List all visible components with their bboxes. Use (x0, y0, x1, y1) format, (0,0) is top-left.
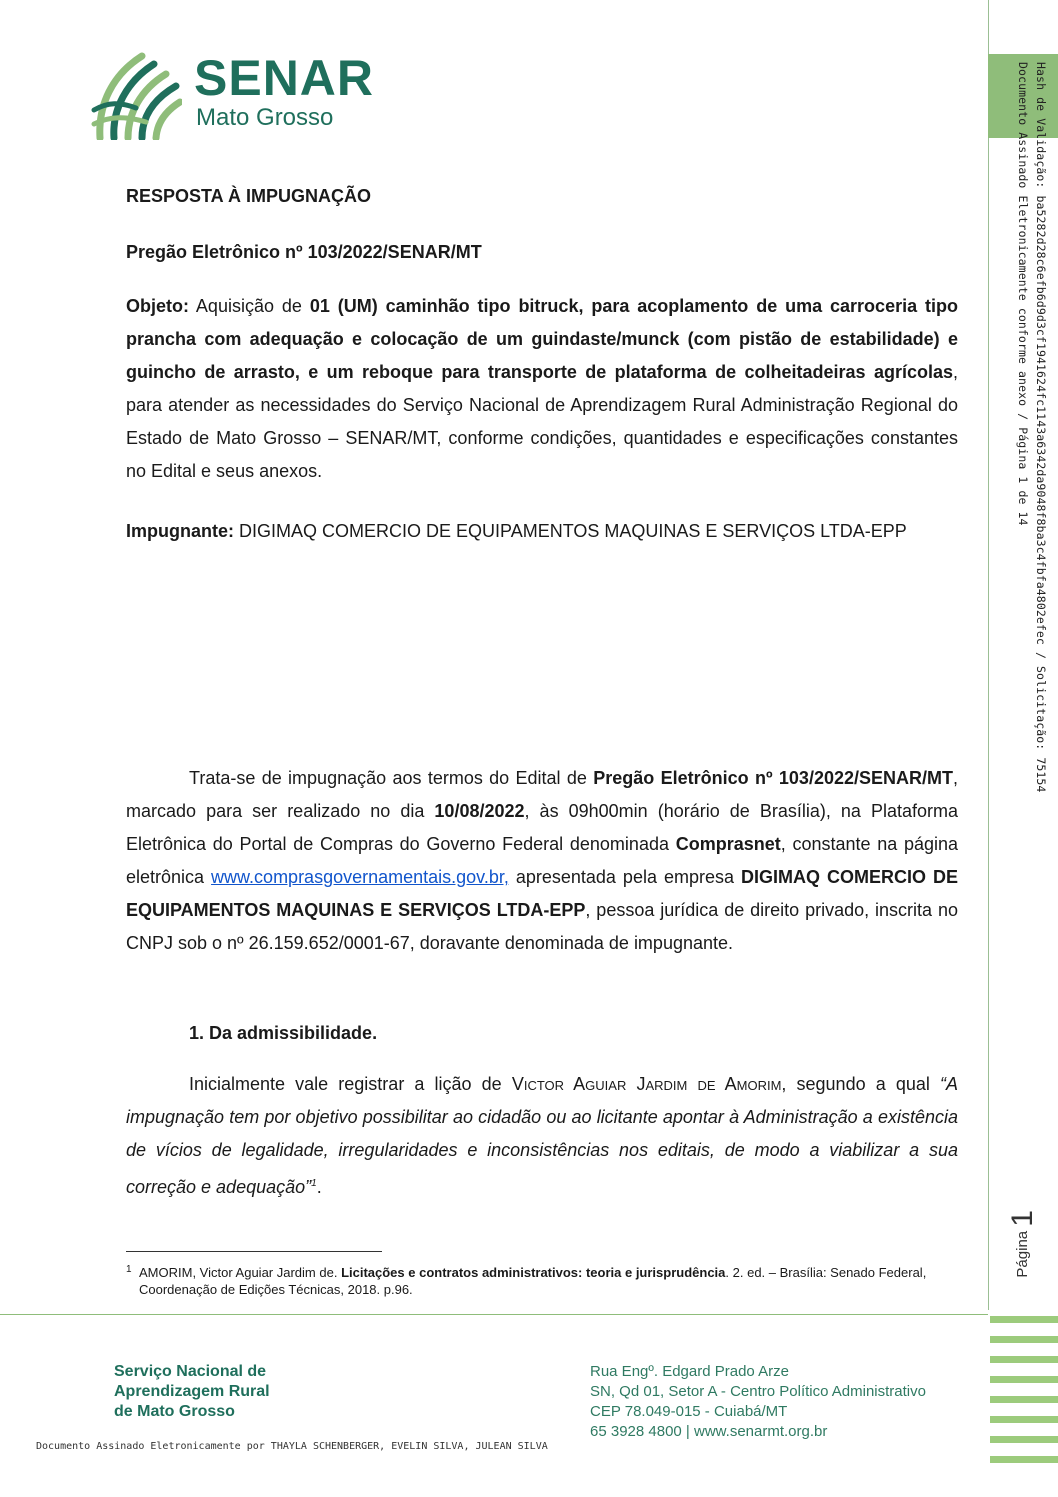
footnote (126, 1264, 958, 1298)
footer-org-line: Aprendizagem Rural (114, 1383, 270, 1400)
footer-org-line: de Mato Grosso (114, 1403, 235, 1420)
footnote-text (139, 1264, 958, 1298)
stripe (990, 1316, 1058, 1323)
p1-comprasnet: Comprasnet (675, 834, 781, 854)
p1-date: 10/08/2022 (434, 801, 525, 821)
stripe (990, 1416, 1058, 1423)
p2-end: . (316, 1177, 322, 1197)
footnote-author: AMORIM, Victor Aguiar Jardim de. (139, 1265, 338, 1280)
logo-subtitle: Mato Grosso (196, 104, 334, 131)
impugnante-value: DIGIMAQ COMERCIO DE EQUIPAMENTOS MAQUINAS E SERVIÇOS LTDA-EPP (239, 521, 907, 541)
impugnante-paragraph (126, 515, 958, 548)
stripe (990, 1356, 1058, 1363)
comprasgov-link[interactable]: www.comprasgovernamentais.gov.br, (211, 867, 509, 887)
footer-address-line: Rua Engº. Edgard Prado Arze (590, 1363, 789, 1380)
p1-text-a: Trata-se de impugnação aos termos do Edital de (189, 768, 587, 788)
p1-text-e: , às 09h00min (horário de Brasília), na Plataforma Eletrônica do Portal de Compras do Governo Federal denominada (126, 801, 958, 854)
validation-hash: Hash de Validação: ba5282d28c6efb6d9d3cf1941624fc1143a6342da9048f8ba3c4fbfa4802efec / Solicitação: 75154 (1034, 62, 1048, 793)
objeto-bold: 01 (UM) caminhão tipo bitruck, para acoplamento de uma carroceria tipo prancha com adequação e colocação de um guindaste/munck (com pistão de estabilidade) e guincho de arrasto, e um reboque para transporte de plataforma de colheitadeiras agrícolas (126, 296, 958, 382)
p2-text-a: Inicialmente vale registrar a lição de (189, 1074, 502, 1094)
stripe (990, 1336, 1058, 1343)
p1-pregao: Pregão Eletrônico nº 103/2022/SENAR/MT (593, 768, 953, 788)
senar-logo (90, 50, 380, 140)
objeto-pre: Aquisição de (195, 296, 302, 316)
decorative-stripes (990, 1316, 1058, 1476)
footnote-mark: 1 (126, 1264, 132, 1275)
p2-text-b: , segundo a qual (781, 1074, 930, 1094)
stripe (990, 1436, 1058, 1443)
section-admissibilidade: 1. Da admissibilidade. (189, 1023, 378, 1043)
p2-quote: “A impugnação tem por objetivo possibilitar ao cidadão ou ao licitante apontar à Administração a existência de vícios de legalidade, irregularidades e inconsistências nos editais, de modo a viabilizar a sua correção e adequação” (126, 1074, 958, 1197)
page-indicator (1006, 1210, 1040, 1278)
p1-text-h: apresentada pela empresa (515, 867, 734, 887)
pregao-heading: Pregão Eletrônico nº 103/2022/SENAR/MT (126, 242, 482, 262)
page-number: 1 (1006, 1210, 1039, 1227)
intro-paragraph (126, 762, 958, 960)
impugnante-label: Impugnante: (126, 521, 234, 541)
p1-text-j: , pessoa jurídica de direito privado, inscrita no CNPJ sob o nº 26.159.652/0001-67, doravante denominada de impugnante. (126, 900, 958, 953)
footer-address (590, 1362, 926, 1442)
p1-company: DIGIMAQ COMERCIO DE EQUIPAMENTOS MAQUINAS E SERVIÇOS LTDA-EPP (126, 867, 958, 920)
signature-line: Documento Assinado Eletronicamente por THAYLA SCHENBERGER, EVELIN SILVA, JULEAN SILVA (36, 1441, 548, 1452)
footnote-divider (126, 1251, 382, 1252)
signed-notice: Documento Assinado Eletronicamente conforme anexo / Página 1 de 14 (1016, 62, 1030, 526)
objeto-post: , para atender as necessidades do Serviço Nacional de Aprendizagem Rural Administração Regional do Estado de Mato Grosso – SENAR/MT, conforme condições, quantidades e especificações constantes no Edital e seus anexos. (126, 362, 958, 481)
senar-leaf-icon (90, 50, 182, 140)
stripe (990, 1456, 1058, 1463)
p2-author: Victor Aguiar Jardim de Amorim (511, 1074, 782, 1094)
footer-org-name (114, 1362, 270, 1422)
objeto-paragraph (126, 290, 958, 488)
footer-contact-line: 65 3928 4800 | www.senarmt.org.br (590, 1423, 828, 1440)
footnote-edition: . 2. ed. – Brasília: Senado Federal, Coordenação de Edições Técnicas, 2018. p.96. (139, 1265, 927, 1297)
footer-divider (0, 1314, 988, 1315)
p1-text-g: , constante na página eletrônica (126, 834, 958, 887)
admissibilidade-paragraph (126, 1068, 958, 1204)
p1-text-c: , marcado para ser realizado no dia (126, 768, 958, 821)
footnote-ref: 1 (311, 1178, 317, 1189)
stripe (990, 1376, 1058, 1383)
logo-title: SENAR (194, 50, 375, 106)
stripe (990, 1396, 1058, 1403)
objeto-label: Objeto: (126, 296, 189, 316)
document-title: RESPOSTA À IMPUGNAÇÃO (126, 186, 372, 206)
footer-address-line: SN, Qd 01, Setor A - Centro Político Administrativo (590, 1383, 926, 1400)
footnote-work: Licitações e contratos administrativos: teoria e jurisprudência (341, 1265, 726, 1280)
side-band-line (988, 0, 989, 1310)
page-label: Página (1014, 1230, 1031, 1278)
footer-org-line: Serviço Nacional de (114, 1363, 267, 1380)
footer-address-line: CEP 78.049-015 - Cuiabá/MT (590, 1403, 788, 1420)
